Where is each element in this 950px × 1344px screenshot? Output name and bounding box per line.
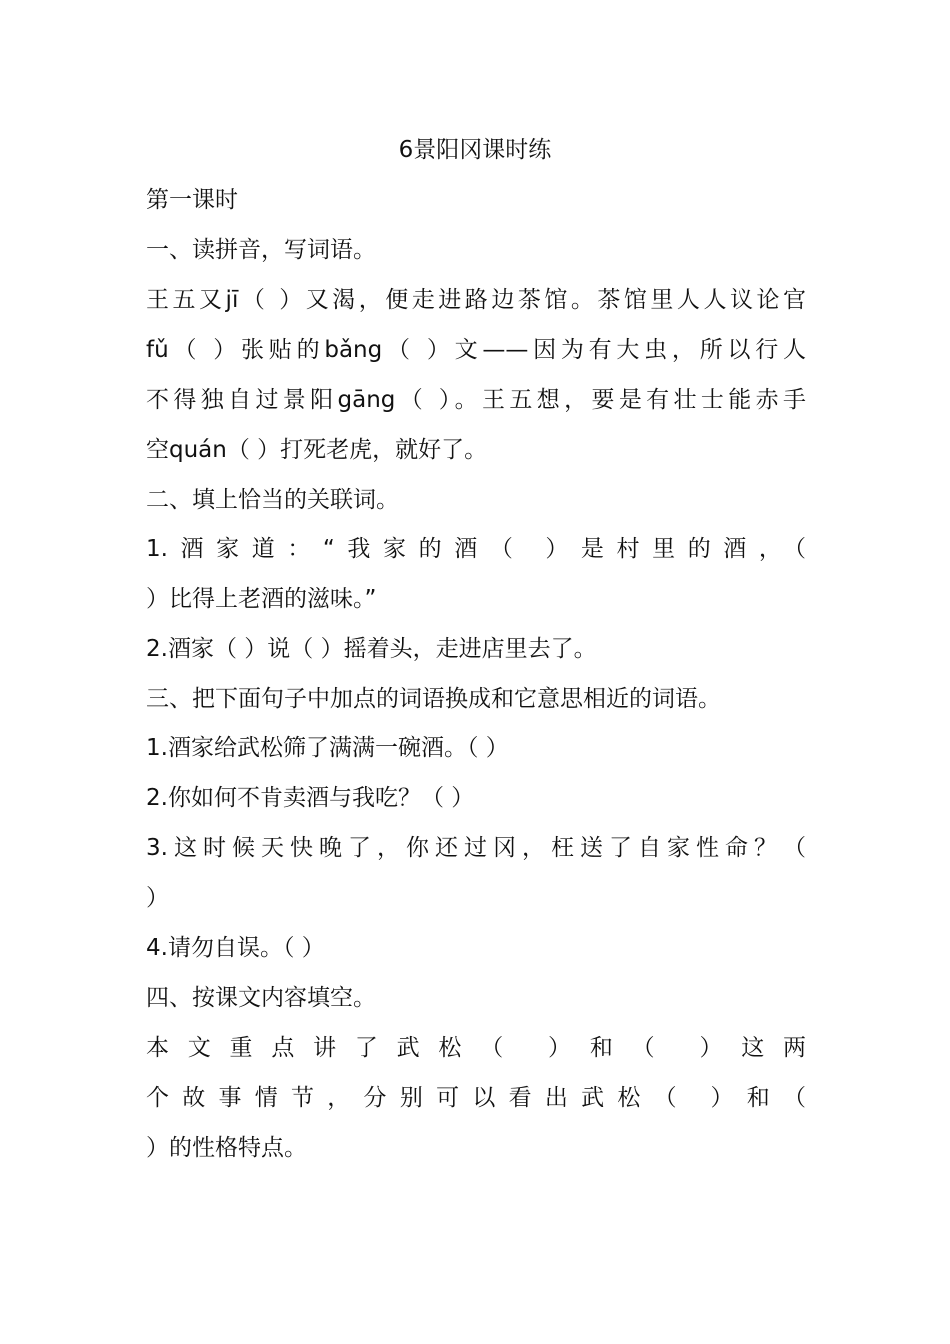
section4-line-3: ）的性格特点。 xyxy=(146,1135,307,1161)
lesson-label: 第一课时 xyxy=(146,187,238,213)
section1-heading: 一、读拼音，写词语。 xyxy=(146,237,376,263)
section2-question-1-line-2: ）比得上老酒的滋味。” xyxy=(146,586,377,612)
page-title: 6景阳冈课时练 xyxy=(398,137,552,163)
section1-line-4: 空quán（ ）打死老虎，就好了。 xyxy=(146,437,488,463)
section3-question-3-line-2: ） xyxy=(146,885,169,911)
section3-question-2: 2.你如何不肯卖酒与我吃？（ ） xyxy=(146,785,475,811)
section2-question-2: 2.酒家（ ）说（ ）摇着头，走进店里去了。 xyxy=(146,636,597,662)
section3-heading: 三、把下面句子中加点的词语换成和它意思相近的词语。 xyxy=(146,686,721,712)
section2-heading: 二、填上恰当的关联词。 xyxy=(146,487,399,513)
section1-line-2: fǔ（ ）张贴的bǎng（ ）文——因为有大虫，所以行人 xyxy=(146,337,806,363)
section1-line-1: 王五又jī（ ）又渴，便走进路边茶馆。茶馆里人人议论官 xyxy=(146,287,806,313)
section4-line-2: 个故事情节，分别可以看出武松（ ）和（ xyxy=(146,1085,806,1111)
section1-line-3: 不得独自过景阳gāng（ ）。王五想，要是有壮士能赤手 xyxy=(146,387,806,413)
section3-question-1: 1.酒家给武松筛了满满一碗酒。（ ） xyxy=(146,735,509,761)
section3-question-3-line-1: 3.这时候天快晚了，你还过冈，枉送了自家性命？（ xyxy=(146,835,806,861)
section4-line-1: 本文重点讲了武松（ ）和（ ）这两 xyxy=(146,1035,806,1061)
section2-question-1-line-1: 1.酒家道：“我家的酒（ ）是村里的酒，（ xyxy=(146,536,806,562)
section3-question-4: 4.请勿自误。（ ） xyxy=(146,935,325,961)
section4-heading: 四、按课文内容填空。 xyxy=(146,985,376,1011)
